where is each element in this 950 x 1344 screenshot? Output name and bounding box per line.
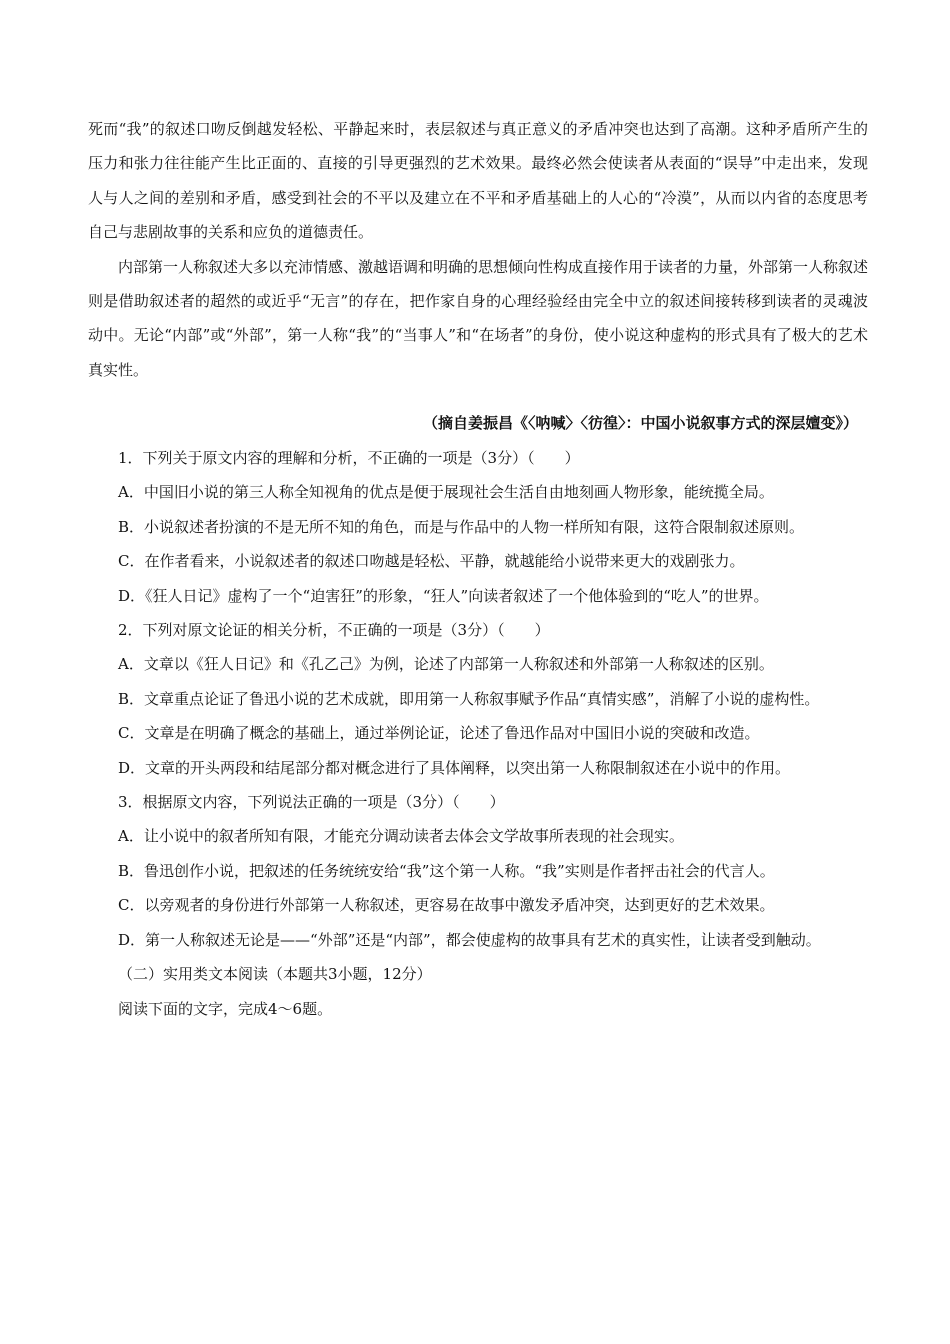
option-b: B．小说叙述者扮演的不是无所不知的角色，而是与作品中的人物一样所知有限，这符合限制叙述原则。 <box>118 517 805 536</box>
section-heading: （二）实用类文本阅读（本题共3小题，12分） <box>118 965 432 984</box>
question-stem: 1．下列关于原文内容的理解和分析，不正确的一项是（3分）（ ） <box>118 449 580 467</box>
option-b: B．文章重点论证了鲁迅小说的艺术成就，即用第一人称叙事赋予作品“真情实感”，消解了小说的虚构性。 <box>118 689 820 708</box>
option-c: C．以旁观者的身份进行外部第一人称叙述，更容易在故事中激发矛盾冲突，达到更好的艺术效果。 <box>118 896 775 915</box>
option-d: D．第一人称叙述无论是——“外部”还是“内部”，都会使虚构的故事具有艺术的真实性，让读者受到触动。 <box>118 930 821 949</box>
question-list <box>88 441 868 1026</box>
passage-paragraph-2: 内部第一人称叙述大多以充沛情感、激越语调和明确的思想倾向性构成直接作用于读者的力量，外部第一人称叙述则是借助叙述者的超然的或近乎“无言”的存在，把作家自身的心理经验经由完全中立的叙述间接转移到读者的灵魂波动中。无论“内部”或“外部”，第一人称“我”的“当事人”和“在场者”的身份，使小说这种虚构的形式具有了极大的艺术真实性。 <box>88 257 869 379</box>
option-d: D．《狂人日记》虚构了一个“迫害狂”的形象，“狂人”向读者叙述了一个他体验到的“吃人”的世界。 <box>118 586 769 605</box>
reading-passage <box>88 112 868 387</box>
option-c: C．在作者看来，小说叙述者的叙述口吻越是轻松、平静，就越能给小说带来更大的戏剧张力。 <box>118 552 745 571</box>
question-stem: 2．下列对原文论证的相关分析，不正确的一项是（3分）（ ） <box>118 621 550 640</box>
option-a: A．中国旧小说的第三人称全知视角的优点是便于展现社会生活自由地刻画人物形象，能统揽全局。 <box>118 483 774 502</box>
question-1 <box>88 441 868 613</box>
section-instruction: 阅读下面的文字，完成4～6题。 <box>118 999 333 1018</box>
question-3 <box>88 785 868 957</box>
option-c: C．文章是在明确了概念的基础上，通过举例论证，论述了鲁迅作品对中国旧小说的突破和改造。 <box>118 724 760 743</box>
option-a: A．让小说中的叙者所知有限，才能充分调动读者去体会文学故事所表现的社会现实。 <box>118 827 684 846</box>
option-d: D．文章的开头两段和结尾部分都对概念进行了具体阐释，以突出第一人称限制叙述在小说中的作用。 <box>118 758 791 777</box>
question-2 <box>88 613 868 785</box>
option-a: A．文章以《狂人日记》和《孔乙己》为例，论述了内部第一人称叙述和外部第一人称叙述的区别。 <box>118 655 774 674</box>
option-b: B．鲁迅创作小说，把叙述的任务统统安给“我”这个第一人称。“我”实则是作者抨击社会的代言人。 <box>118 861 775 880</box>
passage-paragraph-1: 死而“我”的叙述口吻反倒越发轻松、平静起来时，表层叙述与真正意义的矛盾冲突也达到了高潮。这种矛盾所产生的压力和张力往往能产生比正面的、直接的引导更强烈的艺术效果。最终必然会使读者从表面的“误导”中走出来，发现人与人之间的差别和矛盾，感受到社会的不平以及建立在不平和矛盾基础上的人心的“冷漠”，从而以内省的态度思考自己与悲剧故事的关系和应负的道德责任。 <box>88 120 868 242</box>
passage-source-citation: （摘自姜振昌《〈呐喊〉〈彷徨〉：中国小说叙事方式的深层嬗变》） <box>422 414 858 432</box>
question-stem: 3．根据原文内容，下列说法正确的一项是（3分）（ ） <box>118 793 505 812</box>
